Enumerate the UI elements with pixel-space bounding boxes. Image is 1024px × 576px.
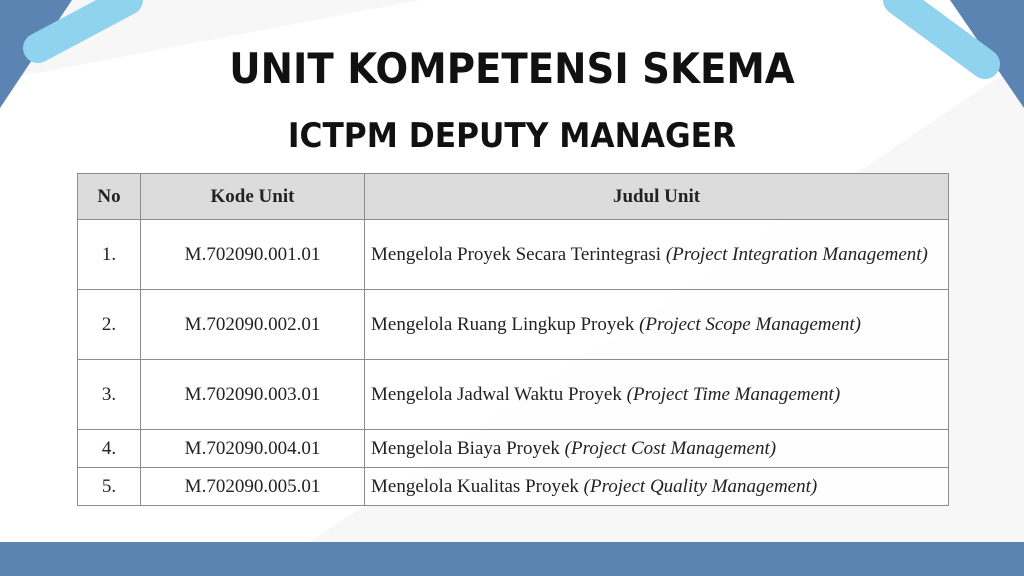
row-no: 1.: [78, 220, 141, 290]
table-row: [78, 360, 949, 430]
row-no: 5.: [78, 468, 141, 506]
row-kode: M.702090.002.01: [141, 290, 365, 360]
competency-units-table: [77, 173, 949, 506]
row-judul: [365, 468, 949, 506]
judul-en: (Project Scope Management): [639, 314, 862, 335]
judul-en: (Project Quality Management): [583, 475, 818, 497]
row-judul: [365, 290, 949, 360]
judul-id: Mengelola Ruang Lingkup Proyek: [371, 314, 635, 335]
table-row: [78, 468, 949, 506]
header-no: No: [78, 174, 141, 220]
bottom-bar: [0, 542, 1024, 576]
row-kode: M.702090.005.01: [141, 468, 365, 506]
table-header-row: [78, 174, 949, 220]
table-row: [78, 220, 949, 290]
judul-id: Mengelola Proyek Secara Terintegrasi: [371, 244, 662, 265]
table-row: [78, 430, 949, 468]
page-title: UNIT KOMPETENSI SKEMA: [229, 44, 795, 93]
row-judul: [365, 430, 949, 468]
judul-id: Mengelola Biaya Proyek: [371, 437, 560, 459]
row-no: 3.: [78, 360, 141, 430]
row-judul: [365, 360, 949, 430]
judul-id: Mengelola Kualitas Proyek: [371, 475, 579, 497]
header-kode-unit: Kode Unit: [141, 174, 365, 220]
judul-id: Mengelola Jadwal Waktu Proyek: [371, 384, 622, 405]
row-no: 2.: [78, 290, 141, 360]
row-judul: [365, 220, 949, 290]
row-kode: M.702090.003.01: [141, 360, 365, 430]
header-judul-unit: Judul Unit: [365, 174, 949, 220]
judul-en: (Project Time Management): [626, 384, 841, 405]
judul-en: (Project Integration Management): [665, 244, 928, 265]
row-kode: M.702090.004.01: [141, 430, 365, 468]
page-subtitle: ICTPM DEPUTY MANAGER: [287, 116, 737, 156]
row-no: 4.: [78, 430, 141, 468]
row-kode: M.702090.001.01: [141, 220, 365, 290]
table-row: [78, 290, 949, 360]
judul-en: (Project Cost Management): [564, 437, 777, 459]
